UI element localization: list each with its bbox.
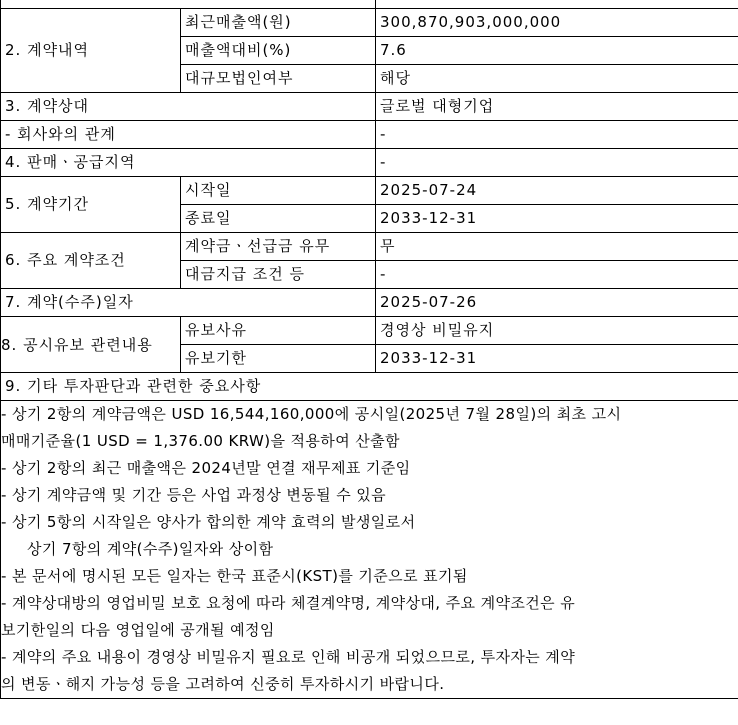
table-row — [1, 93, 738, 121]
start-date-label: 시작일 — [181, 177, 376, 205]
table-row — [1, 149, 738, 177]
region-value: - — [376, 149, 738, 177]
end-date-label: 종료일 — [181, 205, 376, 233]
note-line: 매매기준율(1 USD = 1,376.00 KRW)을 적용하여 산출함 — [1, 432, 400, 450]
table-row — [1, 289, 738, 317]
row-label — [1, 0, 376, 9]
table-row — [1, 121, 738, 149]
deferral-reason-value: 경영상 비밀유지 — [376, 317, 738, 345]
table-row — [1, 373, 738, 401]
note-line: 보기한일의 다음 영업일에 공개될 예정임 — [1, 621, 275, 639]
row-value — [376, 0, 738, 9]
note-line: - 본 문서에 명시된 모든 일자는 한국 표준시(KST)를 기준으로 표기됨 — [1, 567, 468, 585]
deferral-deadline-value: 2033-12-31 — [376, 345, 738, 373]
sales-ratio-value: 7.6 — [376, 37, 738, 65]
note-line: - 상기 계약금액 및 기간 등은 사업 과정상 변동될 수 있음 — [1, 486, 387, 504]
relationship-value: - — [376, 121, 738, 149]
note-line: 의 변동ㆍ해지 가능성 등을 고려하여 신중히 투자하시기 바랍니다. — [1, 675, 445, 693]
contract-date-label: 7. 계약(수주)일자 — [1, 289, 376, 317]
sales-ratio-label: 매출액대비(%) — [181, 37, 376, 65]
large-corp-value: 해당 — [376, 65, 738, 93]
table-row — [1, 9, 738, 37]
contract-details-label: 2. 계약내역 — [1, 9, 181, 93]
note-line: - 상기 5항의 시작일은 양사가 합의한 계약 효력의 발생일로서 — [1, 513, 416, 531]
table-row — [1, 0, 738, 9]
recent-sales-value: 300,870,903,000,000 — [376, 9, 738, 37]
note-line: 상기 7항의 계약(수주)일자와 상이함 — [27, 540, 274, 558]
deferral-deadline-label: 유보기한 — [181, 345, 376, 373]
end-date-value: 2033-12-31 — [376, 205, 738, 233]
contract-date-value: 2025-07-26 — [376, 289, 738, 317]
other-matters-notes — [1, 401, 738, 699]
deferral-reason-label: 유보사유 — [181, 317, 376, 345]
relationship-label: - 회사와의 관계 — [1, 121, 376, 149]
counterparty-label: 3. 계약상대 — [1, 93, 376, 121]
table-row — [1, 177, 738, 205]
note-line: - 계약상대방의 영업비밀 보호 요청에 따라 체결계약명, 계약상대, 주요 계약조건은 유 — [1, 594, 576, 612]
start-date-value: 2025-07-24 — [376, 177, 738, 205]
recent-sales-label: 최근매출액(원) — [181, 9, 376, 37]
note-line: - 상기 2항의 계약금액은 USD 16,544,160,000에 공시일(2025년 7월 28일)의 최초 고시 — [1, 405, 622, 423]
deferral-label: 8. 공시유보 관련내용 — [1, 317, 181, 373]
large-corp-label: 대규모법인여부 — [181, 65, 376, 93]
deposit-label: 계약금ㆍ선급금 유무 — [181, 233, 376, 261]
deposit-value: 무 — [376, 233, 738, 261]
counterparty-value: 글로벌 대형기업 — [376, 93, 738, 121]
table-row — [1, 233, 738, 261]
payment-value: - — [376, 261, 738, 289]
table-row — [1, 401, 738, 699]
region-label: 4. 판매ㆍ공급지역 — [1, 149, 376, 177]
terms-label: 6. 주요 계약조건 — [1, 233, 181, 289]
note-line: - 상기 2항의 최근 매출액은 2024년말 연결 재무제표 기준임 — [1, 459, 411, 477]
period-label: 5. 계약기간 — [1, 177, 181, 233]
payment-label: 대금지급 조건 등 — [181, 261, 376, 289]
other-matters-label: 9. 기타 투자판단과 관련한 중요사항 — [1, 373, 738, 401]
table-row — [1, 317, 738, 345]
note-line: - 계약의 주요 내용이 경영상 비밀유지 필요로 인해 비공개 되었으므로, 투자자는 계약 — [1, 648, 576, 666]
